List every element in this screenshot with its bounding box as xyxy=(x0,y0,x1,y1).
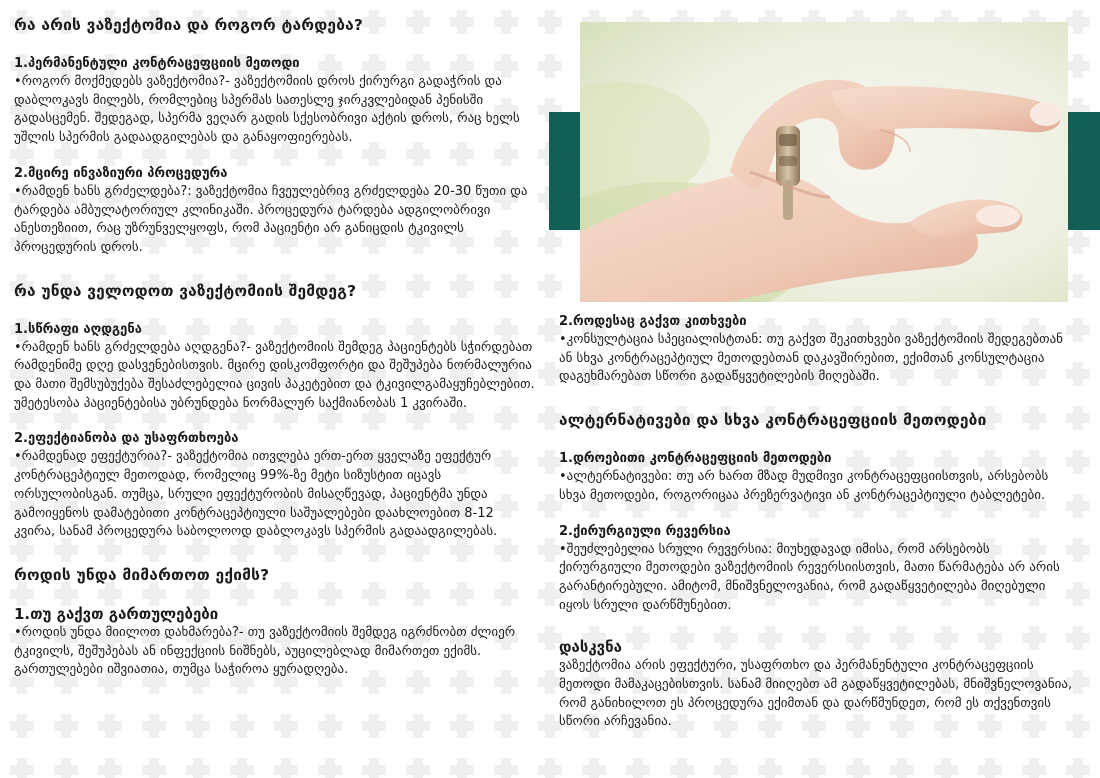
subheading-fast-recovery: 1.სწრაფი აღდგენა xyxy=(14,321,142,337)
subheading-complications: 1.თუ გაქვთ გართულებები xyxy=(14,604,219,623)
accent-bar-right xyxy=(1068,112,1100,230)
paragraph-recovery: •რამდენ ხანს გრძელდება აღდგენა?- ვაზექტომიის შემდეგ პაციენტებს სჭირდებათ რამდენიმე დღე დასვენებისთვის. მცირე დისკომფორტი და შეშუპება ნორმალურია და მათი შემსუბუქება შესაძლებელია ცივის პაკეტებით და ტკივილგამაყუჩებლებით. უმეტესობა პაციენტებისა უბრუნდება ნორმალურ საქმიანობას 1 კვირაში. xyxy=(14,339,535,411)
paragraph-reversal: •შეუძლებელია სრული რევერსია: მიუხედავად იმისა, რომ არსებობს ქირურგიული მეთოდები ვაზექტომიის რევერსიისთვის, მათი წარმატება არ არის გარანტირებული. ამიტომ, მნიშვნელოვანია, რომ გადაწყვეტილება მიღებული იყოს სრული დარწმუნებით. xyxy=(559,541,1060,613)
subheading-minimally-invasive: 2.მცირე ინვაზიური პროცედურა xyxy=(14,165,228,181)
subheading-permanent-contraception: 1.პერმანენტული კონტრაცეფციის მეთოდი xyxy=(14,56,300,71)
hand-holding-implant-photo xyxy=(580,22,1068,302)
right-column xyxy=(559,312,1075,732)
section-heading-conclusion: დასკვნა xyxy=(559,638,622,657)
subheading-temporary-methods: 1.დროებითი კონტრაცეფციის მეთოდები xyxy=(559,451,832,467)
paragraph-duration: •რამდენ ხანს გრძელდება?: ვაზექტომია ჩვეულებრივ გრძელდება 20-30 წუთი და ტარდება ამბულატორიულ კლინიკაში. პროცედურა ტარდება ადგილობრივი ანესთეზიით, რაც უზრუნველყოფს, რომ პაციენტი არ განიცდის ტკივილს პროცედურის დროს. xyxy=(14,183,528,255)
section-heading-alternatives: ალტერნატივები და სხვა კონტრაცეფციის მეთოდები xyxy=(559,411,987,430)
paragraph-consultation: •კონსულტაცია სპეციალისტთან: თუ გაქვთ შეკითხვები ვაზექტომიის შედეგებთან ან სხვა კონტრაცეპტიულ მეთოდებთან დაკავშირებით, ექიმთან კონსულტაცია დაგეხმარებათ სწორი გადაწყვეტილების მიღებაში. xyxy=(559,332,1063,385)
section-heading-when-doctor: როდის უნდა მიმართოთ ექიმს? xyxy=(14,565,270,584)
subheading-effectiveness-safety: 2.ეფექტიანობა და უსაფრთხოება xyxy=(14,431,239,447)
paragraph-alternatives: •ალტერნატივები: თუ არ ხართ მზად მუდმივი კონტრაცეფციისთვის, არსებობს სხვა მეთოდები, როგორიცაა პრეზერვატივი ან კონტრაცეპტიული ტაბლეტები. xyxy=(559,469,1049,503)
paragraph-effectiveness: •რამდენად ეფექტურია?- ვაზექტომია ითვლება ერთ-ერთ ყველაზე ეფექტურ კონტრაცეპტიულ მეთოდად, რომელიც 99%-ზე მეტი სიზუსტით იცავს ორსულობისგან. თუმცა, სრული ეფექტურობის მისაღწევად, პაციენტმა უნდა გამოიყენოს დამატებითი კონტრაცეპტიული საშუალებები დაახლოებით 8-12 კვირა, სანამ პროცედურა საბოლოოდ დაბლოკავს სპერმის გადაადგილებას. xyxy=(14,449,498,540)
accent-bar-left xyxy=(549,112,580,230)
paragraph-complications: •როდის უნდა მიილოთ დახმარება?- თუ ვაზექტომიის შემდეგ იგრძნობთ ძლიერ ტკივილს, შეშუპებას ან ინფექციის ნიშნებს, აუცილებლად მიმართეთ ექიმს. გართულებები იშვიათია, თუმცა საჭიროა ყურადღება. xyxy=(14,624,516,678)
left-column xyxy=(14,14,538,680)
paragraph-conclusion: ვაზექტომია არის ეფექტური, უსაფრთხო და პერმანენტული კონტრაცეფციის მეთოდი მამაკაცებისთვის. სანამ მიიღებთ ამ გადაწყვეტილებას, მნიშვნელოვანია, რომ განიხილოთ ეს პროცედურა ექიმთან და დარწმუნდეთ, რომ ეს თქვენთვის სწორი არჩევანია. xyxy=(559,658,1073,730)
subheading-surgical-reversal: 2.ქირურგიული რევერსია xyxy=(559,523,731,539)
section-heading-after: რა უნდა ველოდოთ ვაზექტომიის შემდეგ? xyxy=(14,281,357,300)
paragraph-how-it-works: •როგორ მოქმედებს ვაზექტომია?- ვაზექტომიის დროს ქირურგი გადაჭრის და დაბლოკავს მილებს, რომლებიც სპერმას სათესლე ჯირკვლებიდან პენისში გადასცემენ. შედეგად, სპერმა ვეღარ გადის სქესობრივი აქტის დროს, რაც ხელს უშლის სპერმის გადაადგილებას და განაყოფიერებას. xyxy=(14,74,520,146)
section-heading-what-is: რა არის ვაზექტომია და როგორ ტარდება? xyxy=(14,16,364,34)
subheading-questions: 2.როდესაც გაქვთ კითხვები xyxy=(559,314,747,329)
